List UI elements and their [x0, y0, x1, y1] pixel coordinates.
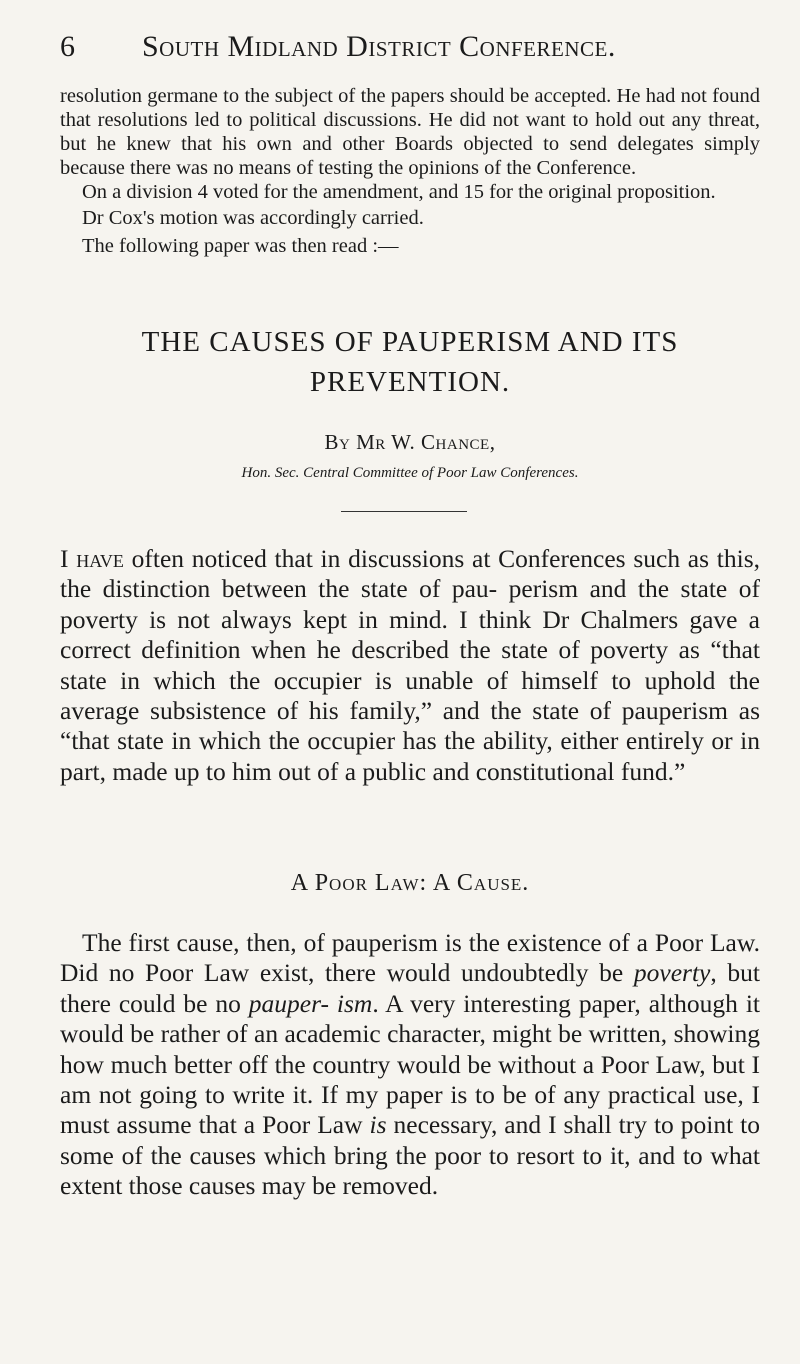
paper-body-section	[60, 928, 760, 1202]
emphasis-pauperism: pauper- ism	[248, 988, 373, 1018]
paper-title	[60, 322, 760, 402]
emphasis-is: is	[369, 1110, 387, 1140]
body-paragraph-2-part-b: , but there could be no	[60, 958, 760, 1018]
paper-title-line-1: THE CAUSES OF PAUPERISM AND ITS	[141, 326, 679, 358]
body-paragraph-2-part-d: necessary, and I shall try to point to some of the causes which bring the poor to resort to it, and to what extent those causes may be removed.	[60, 1110, 760, 1201]
section-heading-block	[60, 870, 760, 897]
paper-body-intro	[60, 544, 760, 787]
intro-paragraph-1: resolution germane to the subject of the papers should be accepted. He had not found that resolutions led to political discussions. He did not want to hold out any threat, but he knew that his own and other Boards objected to send delegates simply because there was no means of testing the opinions of the Conference.	[60, 85, 760, 179]
page-header	[60, 30, 740, 70]
emphasis-poverty: poverty	[633, 958, 711, 988]
author-affiliation: Hon. Sec. Central Committee of Poor Law Conferences.	[241, 465, 579, 481]
body-paragraph-2-part-a: The first cause, then, of pauperism is the existence of a Poor Law. Did no Poor Law exist, there would undoubtedly be	[60, 928, 760, 988]
intro-paragraph-3: Dr Cox's motion was accordingly carried.	[82, 207, 424, 229]
section-heading: A Poor Law: A Cause.	[290, 870, 530, 896]
paper-title-line-2: PREVENTION.	[309, 366, 511, 398]
intro-paragraph-4: The following paper was then read :—	[82, 235, 399, 257]
body-paragraph-1	[60, 544, 760, 787]
body-paragraph-1-text: often noticed that in discussions at Conferences such as this, the distinction between the state of pau- perism and the state of poverty is not always kept in mind. I think Dr Chalmers gave a correct definition when he described the state of poverty as “that state in which the occupier is unable of himself to uphold the average subsistence of his family,” and the state of pauperism as “that state in which the occupier has the ability, either entirely or in part, made up to him out of a public and constitutional fund.”	[60, 544, 760, 786]
byline-block	[60, 430, 760, 482]
author-byline: By Mr W. Chance,	[324, 430, 496, 454]
page-number: 6	[60, 30, 75, 63]
running-head: South Midland District Conference.	[142, 30, 616, 63]
paragraph-lead: I have	[60, 544, 124, 573]
body-paragraph-2	[60, 928, 760, 1202]
intro-text	[60, 84, 760, 258]
divider-rule	[341, 511, 467, 512]
body-paragraph-2-part-c: . A very interesting paper, although it would be rather of an academic character, might be written, showing how much better off the country would be without a Poor Law, but I am not going to write it. If my paper is to be of any practical use, I must assume that a Poor Law	[60, 988, 760, 1140]
intro-paragraph-2: On a division 4 voted for the amendment, and 15 for the original proposition.	[82, 181, 716, 203]
